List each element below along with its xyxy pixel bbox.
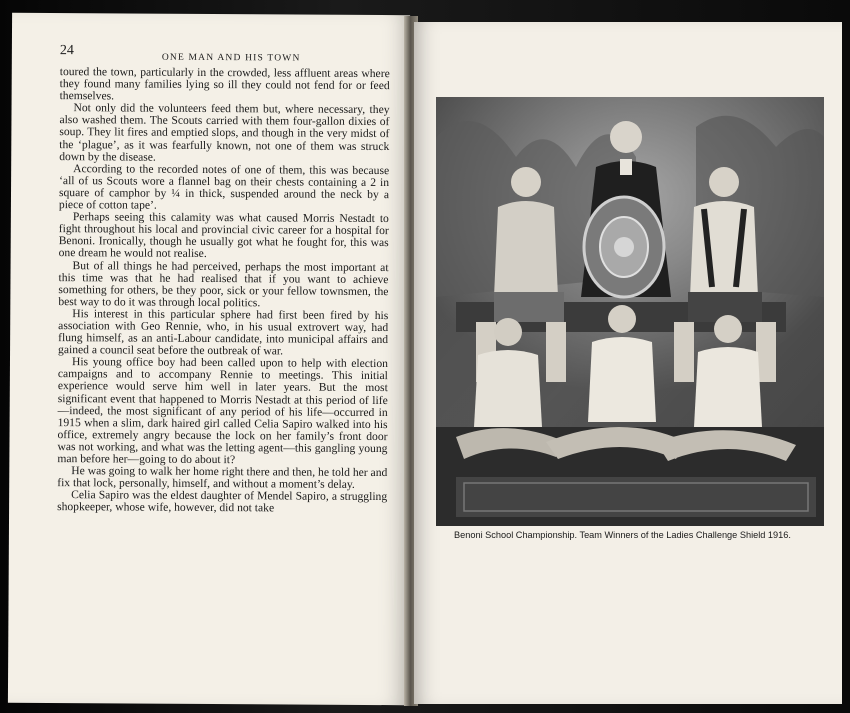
team-photograph — [436, 97, 824, 526]
paragraph: toured the town, particularly in the crowded, less affluent areas where they found many families lying so ill they could not fend for or feed themselves. — [59, 65, 390, 103]
body-text — [57, 66, 390, 515]
paragraph: Not only did the volunteers feed them but, where necessary, they also washed them. The Scouts carried with them four-gallon dixies of soup. They lit fires and emptied slops, and though in the very midst of the ‘plague’, as it was fearfully known, not one of them was struck down by the disease. — [59, 101, 390, 164]
page-number: 24 — [59, 43, 74, 59]
left-page — [8, 13, 410, 705]
team-photograph-illustration — [436, 97, 824, 526]
photo-caption: Benoni School Championship. Team Winners of the Ladies Challenge Shield 1916. — [454, 530, 791, 540]
right-page — [414, 22, 842, 704]
paragraph: Perhaps seeing this calamity was what caused Morris Nestadt to fight throughout his local and provincial civic career for a hospital for Benoni. Ironically, though he usually got what he fought for, this was one dream he would not realise. — [58, 210, 389, 261]
paragraph: His interest in this particular sphere had first been fired by his association with Geo Rennie, who, in his usual extrovert way, had flung himself, as an anti-Labour candidate, into municipal affairs and gained a council seat before the outbreak of war. — [58, 307, 389, 358]
paragraph: Celia Sapiro was the eldest daughter of Mendel Sapiro, a struggling shopkeeper, whose wife, however, did not take — [57, 488, 388, 515]
running-head: ONE MAN AND HIS TOWN — [161, 52, 301, 64]
paragraph: But of all things he had perceived, perhaps the most important at this time was that he had realised that if you want to achieve something for others, be they poor, sick or your fellow townsmen, the best way to do it was through local politics. — [58, 258, 389, 310]
paragraph: His young office boy had been called upon to help with election campaigns and to accompany Rennie to meetings. This initial experience would serve him well in later years. But the most significant event that happened to Morris Nestadt at this period of life—indeed, the most significant of any period of his life—occurred in 1915 when a slim, dark haired girl called Celia Sapiro walked into his office, extremely angry because the lock on her family’s front door was not working, and what was the letting agent—this gangling young man before her—going to do about it? — [57, 355, 389, 467]
paragraph: According to the recorded notes of one of them, this was because ‘all of us Scouts wore a flannel bag on their chests containing a 2 in square of camphor by ¼ in thick, suspended around the neck by a piece of cotton tape’. — [58, 161, 390, 212]
paragraph: He was going to walk her home right there and then, he told her and fix that lock, personally, himself, and without a moment’s delay. — [57, 464, 388, 492]
